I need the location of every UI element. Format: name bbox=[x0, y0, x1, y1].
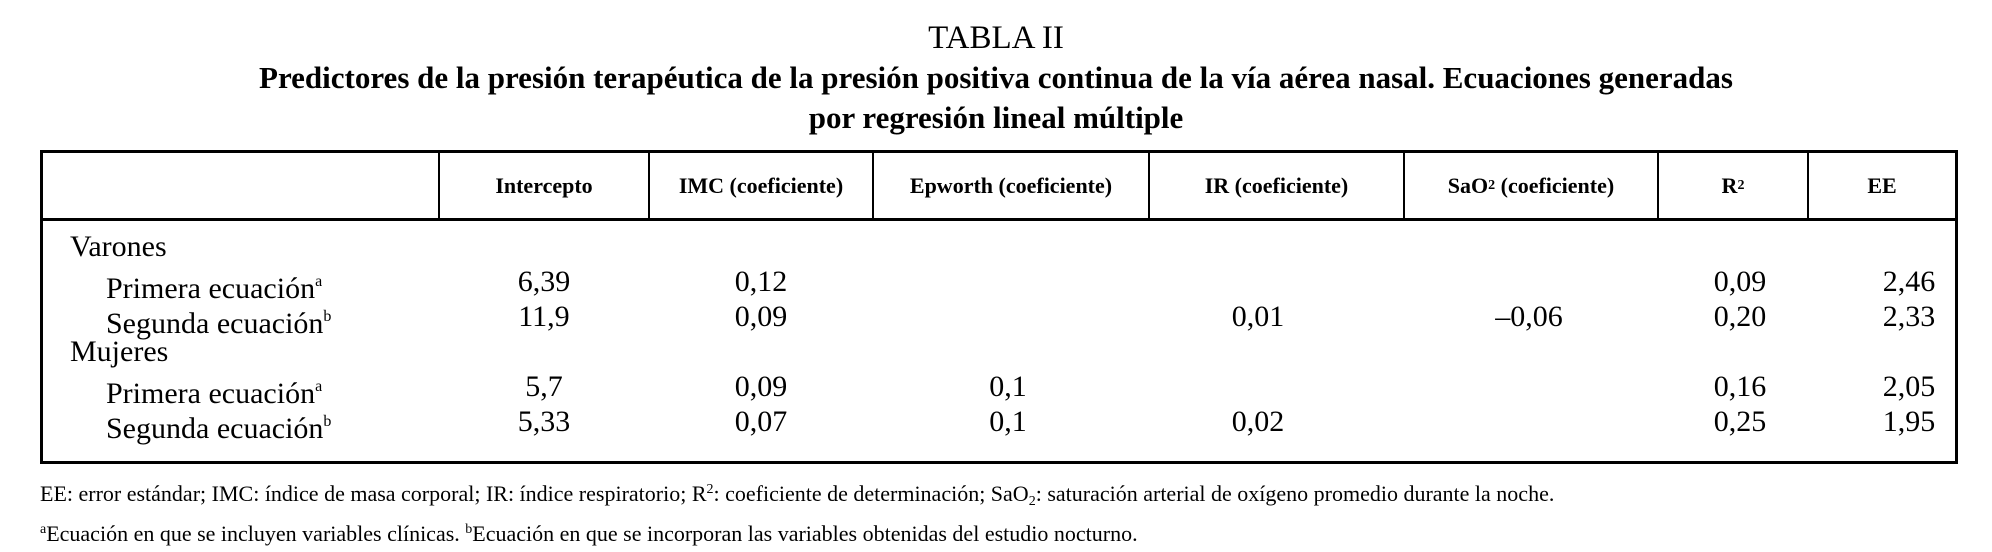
table-row bbox=[43, 369, 1955, 410]
footnote-superscript: 2 bbox=[706, 482, 714, 497]
cell-r2: 0,25 bbox=[1713, 405, 1767, 438]
table-title-line-2: por regresión lineal múltiple bbox=[808, 100, 1184, 135]
cell-r2: 0,09 bbox=[1713, 265, 1767, 298]
cell-r2: 0,16 bbox=[1713, 370, 1767, 403]
footnote-mark: b bbox=[465, 522, 473, 537]
row-label-text: Segunda ecuación bbox=[106, 307, 324, 340]
cell-epworth: 0,1 bbox=[989, 405, 1027, 438]
cell-ee: 2,05 bbox=[1882, 370, 1936, 403]
row-footnote-mark: a bbox=[315, 378, 323, 395]
cell-ee: 2,33 bbox=[1882, 300, 1936, 333]
header-sao2-subscript: 2 bbox=[1488, 177, 1496, 193]
group-label: Varones bbox=[70, 230, 167, 263]
table-row bbox=[43, 299, 1955, 340]
footnote-subscript: 2 bbox=[1028, 494, 1036, 509]
footnote-text: Ecuación en que se incluyen variables clínicas. bbox=[46, 521, 466, 546]
cell-epworth: 0,1 bbox=[989, 370, 1027, 403]
footnote-mark: a bbox=[40, 522, 47, 537]
cell-intercepto: 6,39 bbox=[517, 265, 571, 298]
table-label: TABLA II bbox=[928, 20, 1064, 56]
footnote-text: EE: error estándar; IMC: índice de masa corporal; IR: índice respiratorio; R bbox=[40, 481, 707, 506]
cell-ir: 0,02 bbox=[1231, 405, 1285, 438]
footnote-text: : saturación arterial de oxígeno promedio durante la noche. bbox=[1035, 481, 1555, 506]
header-ee: EE bbox=[1867, 172, 1897, 198]
table-title bbox=[0, 58, 1992, 138]
group-row bbox=[43, 334, 1955, 370]
footnote-text: : coeficiente de determinación; SaO bbox=[713, 481, 1029, 506]
cell-ee: 2,46 bbox=[1882, 265, 1936, 298]
header-intercepto: Intercepto bbox=[495, 172, 593, 198]
row-footnote-mark: b bbox=[323, 413, 332, 430]
header-sao2-suffix: (coeficiente) bbox=[1495, 172, 1615, 198]
footnote-line-2 bbox=[40, 516, 1960, 548]
cell-r2: 0,20 bbox=[1713, 300, 1767, 333]
table-header-row bbox=[43, 153, 1955, 221]
table-title-line-1: Predictores de la presión terapéutica de la presión positiva continua de la vía aérea nasal. Ecuaciones generadas bbox=[259, 60, 1733, 95]
cell-intercepto: 5,33 bbox=[517, 405, 571, 438]
header-epworth: Epworth (coeficiente) bbox=[909, 172, 1113, 198]
table-footnotes bbox=[40, 476, 1960, 548]
cell-imc: 0,12 bbox=[734, 265, 788, 298]
cell-imc: 0,07 bbox=[734, 405, 788, 438]
row-label-text: Primera ecuación bbox=[106, 377, 316, 410]
table-row bbox=[43, 404, 1955, 445]
footnote-line-1 bbox=[40, 476, 1960, 516]
header-sao2 bbox=[1405, 153, 1657, 218]
header-sao2-prefix: SaO bbox=[1447, 172, 1489, 198]
row-footnote-mark: a bbox=[315, 273, 323, 290]
row-label bbox=[106, 404, 331, 447]
header-r2-base: R bbox=[1721, 172, 1738, 198]
row-label-text: Primera ecuación bbox=[106, 272, 316, 305]
header-r2 bbox=[1659, 153, 1807, 218]
group-row bbox=[43, 229, 1955, 265]
table-row bbox=[43, 264, 1955, 305]
cell-ir: 0,01 bbox=[1231, 300, 1285, 333]
header-ir: IR (coeficiente) bbox=[1204, 172, 1349, 198]
cell-intercepto: 11,9 bbox=[518, 300, 570, 333]
header-r2-superscript: 2 bbox=[1737, 177, 1745, 193]
cell-imc: 0,09 bbox=[734, 300, 788, 333]
row-label-text: Segunda ecuación bbox=[106, 412, 324, 445]
cell-sao2: –0,06 bbox=[1495, 300, 1563, 333]
cell-intercepto: 5,7 bbox=[525, 370, 563, 403]
data-table bbox=[40, 150, 1958, 464]
group-label: Mujeres bbox=[70, 335, 169, 368]
cell-ee: 1,95 bbox=[1882, 405, 1936, 438]
cell-imc: 0,09 bbox=[734, 370, 788, 403]
header-imc: IMC (coeficiente) bbox=[678, 172, 844, 198]
footnote-text: Ecuación en que se incorporan las variables obtenidas del estudio nocturno. bbox=[472, 521, 1138, 546]
row-footnote-mark: b bbox=[323, 308, 332, 325]
